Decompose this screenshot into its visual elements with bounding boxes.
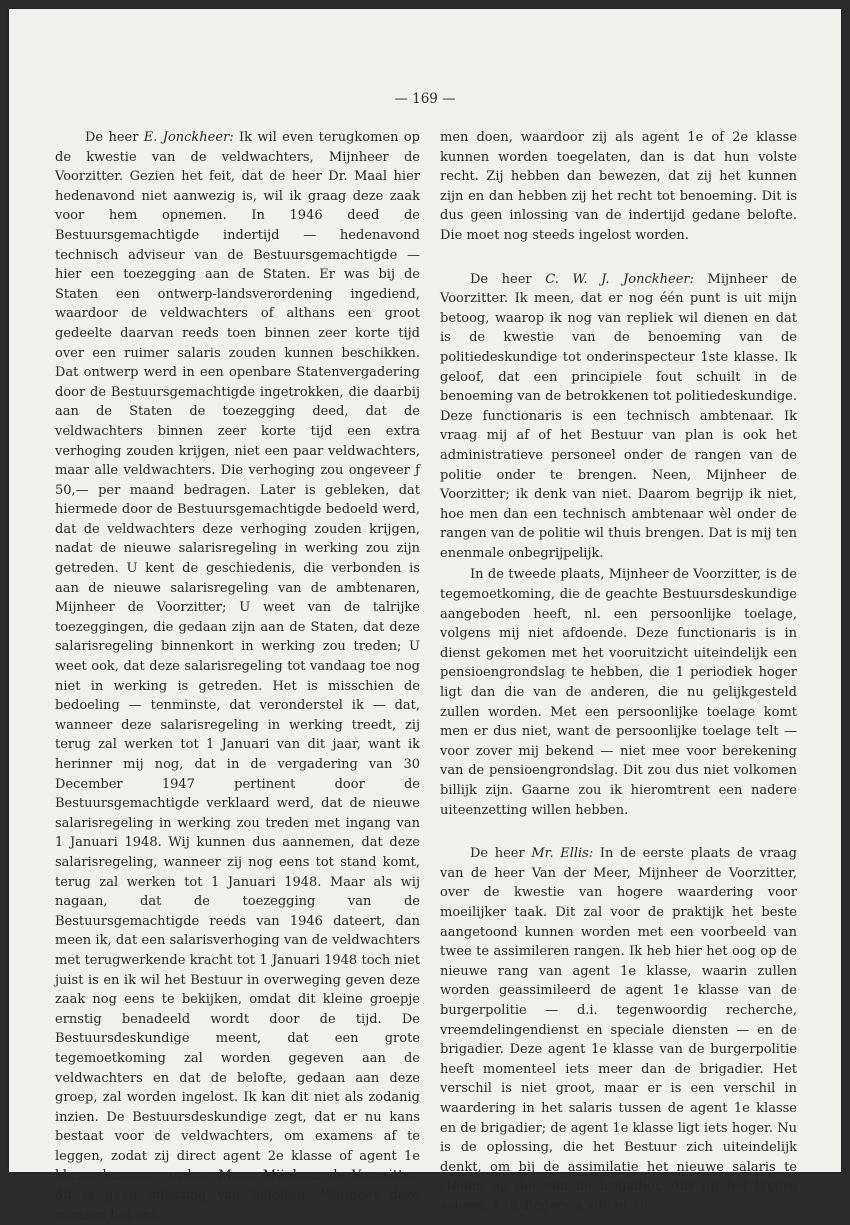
paragraph-e-jonckheer	[55, 128, 420, 1225]
document-page	[9, 9, 841, 1223]
right-column	[440, 128, 797, 1216]
speaker-prefix: De heer	[470, 271, 546, 287]
paragraph-text: Ik wil even terugkomen op de kwestie van de veldwachters, Mijnheer de Voorzitter. Gezien het feit, dat de heer Dr. Maal hier hedenavond niet aanwezig is, wil ik graag deze zaak voor hem opnemen. In 1946 deed de Bestuursgemachtigde indertijd — hedenavond technisch adviseur van de Bestuursgemachtigde — hier een toezegging aan de Staten. Er was bij de Staten een ontwerp-landsverordening ingediend, waardoor de veldwachters of althans een groot gedeelte daarvan reeds toen binnen zeer korte tijd over een ruimer salaris zouden kunnen beschikken. Dat ontwerp werd in een openbare Statenvergadering door de Bestuursgemachtigde ingetrokken, die daarbij aan de Staten de toezegging deed, dat de veldwachters binnen zeer korte tijd een extra verhoging zouden krijgen, niet een paar veldwachters, maar alle veldwachters. Die verhoging zou ongeveer ƒ 50,— per maand bedragen. Later is gebleken, dat hiermede door de Bestuursgemachtigde bedoeld werd, dat de veldwachters deze verhoging zouden krijgen, nadat de nieuwe salarisregeling in werking zou zijn getreden. U kent de geschiedenis, die verbonden is aan de nieuwe salarisregeling van de ambtenaren, Mijnheer de Voorzitter; U weet van de talrijke toezeggingen, die gedaan zijn aan de Staten, dat deze salarisregeling binnenkort in werking zou treden; U weet ook, dat deze salarisregeling tot vandaag toe nog niet in werking is getreden. Het is misschien de bedoeling — tenminste, dat veronderstel ik — dat, wanneer deze salarisregeling in werking treedt, zij terug zal werken tot 1 Januari van dit jaar, want ik herinner mij nog, dat in de vergadering van 30 December 1947 pertinent door de Bestuursgemachtigde verklaard werd, dat de nieuwe salarisregeling in werking zou treden met ingang van 1 Januari 1948. Wij kunnen dus aannemen, dat deze salarisregeling, wanneer zij nog eens tot stand komt, terug zal werken tot 1 Januari 1948. Maar als wij nagaan, dat de toezegging van de Bestuursgemachtigde reeds van 1946 dateert, dan meen ik, dat een salarisverhoging van de veldwachters met terugwerkende kracht tot 1 Januari 1948 toch niet juist is en ik wil het Bestuur in overweging geven deze zaak nog eens te bekijken, omdat dit kleine groepje ernstig benadeeld wordt door de tijd. De Bestuursdeskundige meent, dat een grote tegemoetkoming zal worden gegeven aan de veldwachters en dat de belofte, gedaan aan deze groep, zal worden ingelost. Ik kan dit niet als zodanig inzien. De Bestuursdeskundige zegt, dat er nu kans bestaat voor de veldwachters, om examens af te leggen, zodat zij direct agent 2e klasse of agent 1e klasse kunnen worden. Maar, Mijnheer de Voorzitter, dit is geen inlossing van beloften. Wanneer deze mensen het exa-	[55, 130, 420, 1223]
paragraph-cwj-jonckheer	[440, 270, 797, 564]
speaker-name: C. W. J. Jonckheer:	[545, 271, 694, 287]
speaker-prefix: De heer	[85, 130, 144, 145]
page-number: — 169 —	[394, 91, 456, 107]
speaker-prefix: De heer	[470, 846, 532, 862]
paragraph-continuation: men doen, waardoor zij als agent 1e of 2e klasse kunnen worden toegelaten, dan is dat hun volste recht. Zij hebben dan bewezen, dat zij het kunnen zijn en dan hebben zij het recht tot benoeming. Dit is dus geen inlossing van de indertijd gedane belofte. Die moet nog steeds ingelost worden.	[440, 130, 797, 243]
speaker-name: Mr. Ellis:	[531, 846, 594, 862]
paragraph-text: In de eerste plaats de vraag van de heer Van der Meer, Mijnheer de Voorzitter, over de kwestie van hogere waardering voor moeilijker taak. Dit zal voor de praktijk het beste aangetoond kunnen worden met een voorbeeld van twee te assimileren rangen. Ik heb hier het oog op de nieuwe rang van agent 1e klasse, waarin zullen worden geassimileerd de agent 1e klasse van de burgerpolitie — d.i. tegenwoordig recherche, vreemdelingendienst en speciale diensten — en de brigadier. Deze agent 1e klasse van de burgerpolitie heeft momenteel iets meer dan de brigadier. Het verschil is niet groot, maar er is een verschil in waardering in het salaris tussen de agent 1e klasse en de brigadier; de agent 1e klasse ligt iets hoger. Nu is de oplossing, die het Bestuur zich uiteindelijk denkt, om bij de assimilatie het nieuwe salaris te stellen op dat van de brigadier, dus op het lagere salaris. Aan diegenen, die in dit	[440, 846, 797, 1214]
speaker-name: E. Jonckheer:	[143, 130, 234, 145]
paragraph-mr-ellis	[440, 844, 797, 1216]
left-column	[55, 128, 420, 1225]
paragraph-gap	[440, 820, 797, 844]
paragraph-gap	[440, 246, 797, 270]
paragraph-tweede-plaats: In de tweede plaats, Mijnheer de Voorzitter, is de tegemoetkoming, die de geachte Bestuursdeskundige aangeboden heeft, nl. een persoonlijke toelage, volgens mij niet afdoende. Deze functionaris is in dienst gekomen met het vooruitzicht uiteindelijk een pensioengrondslag te hebben, die 1 periodiek hoger ligt dan die van de anderen, die nu gelijkgesteld zullen worden. Met een persoonlijke toelage komt men er dus niet, want de persoonlijke toelage telt — voor zover mij bekend — niet mee voor berekening van de pensioengrondslag. Dit zou dus niet volkomen billijk zijn. Gaarne zou ik hieromtrent een nadere uiteenzetting willen hebben.	[440, 567, 797, 818]
paragraph-text: Mijnheer de Voorzitter. Ik meen, dat er nog één punt is uit mijn betoog, waarop ik nog van repliek wil dienen en dat is de kwestie van de benoeming van de politiedeskundige tot onderinspecteur 1ste klasse. Ik geloof, dat een principiele fout schuilt in de benoeming van de betrokkenen tot politiedeskundige. Deze functionaris is een technisch ambtenaar. Ik vraag mij af of het Bestuur van plan is ook het administratieve personeel onder de rangen van de politie onder te brengen. Neen, Mijnheer de Voorzitter; ik denk van niet. Daarom begrijp ik niet, hoe men dan een technisch ambtenaar wèl onder de rangen van de politie wil thuis brengen. Dat is mij ten enenmale onbegrijpelijk.	[440, 271, 797, 561]
